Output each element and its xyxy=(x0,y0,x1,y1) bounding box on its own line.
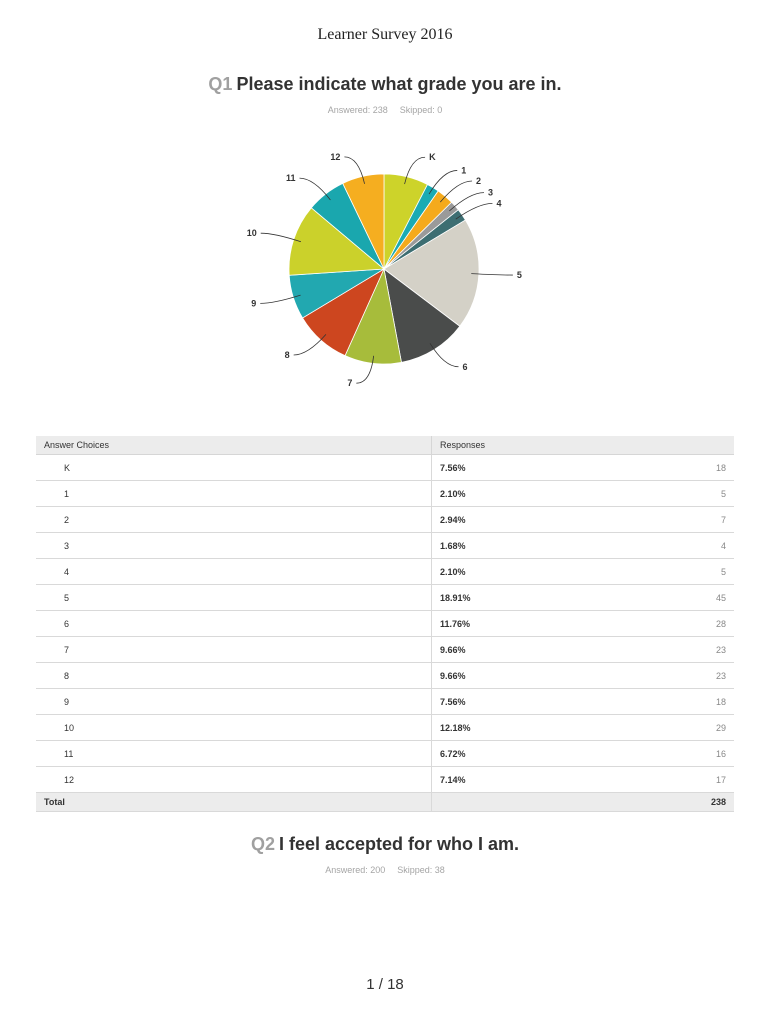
response-cell xyxy=(432,455,735,481)
page-number: 1 / 18 xyxy=(366,976,404,993)
response-count: 16 xyxy=(715,748,726,759)
answer-choice: 12 xyxy=(36,767,432,793)
pie-label-2: 2 xyxy=(476,176,482,187)
response-percent: 12.18% xyxy=(440,722,471,733)
table-row xyxy=(36,637,734,663)
table-row xyxy=(36,507,734,533)
answer-choice: 9 xyxy=(36,689,432,715)
answer-choice: 8 xyxy=(36,663,432,689)
pie-label-6: 6 xyxy=(462,361,468,372)
response-count: 18 xyxy=(715,462,726,473)
response-count: 28 xyxy=(715,618,726,629)
response-count: 23 xyxy=(715,644,726,655)
response-percent: 9.66% xyxy=(440,670,466,681)
total-value: 238 xyxy=(432,793,735,812)
answer-choice: 4 xyxy=(36,559,432,585)
document-header: Learner Survey 2016 xyxy=(317,26,453,43)
grade-pie-chart xyxy=(0,120,770,405)
responses-table xyxy=(36,436,734,812)
response-count: 5 xyxy=(720,488,726,499)
response-count: 7 xyxy=(720,514,726,525)
pie-label-12: 12 xyxy=(330,151,341,162)
q2-answered: Answered: 200 xyxy=(325,865,386,875)
pie-label-K: K xyxy=(429,152,436,163)
answer-choices-header: Answer Choices xyxy=(36,436,432,455)
answer-choice: 1 xyxy=(36,481,432,507)
q2-skipped: Skipped: 38 xyxy=(397,865,445,875)
pie-label-4: 4 xyxy=(496,198,502,209)
q2-title xyxy=(0,834,770,855)
response-percent: 18.91% xyxy=(440,592,471,603)
table-row xyxy=(36,767,734,793)
q1-stats xyxy=(0,105,770,115)
response-percent: 2.94% xyxy=(440,514,466,525)
answer-choice: 10 xyxy=(36,715,432,741)
response-cell xyxy=(432,637,735,663)
table-row xyxy=(36,481,734,507)
table-row xyxy=(36,585,734,611)
table-row xyxy=(36,715,734,741)
table-row xyxy=(36,611,734,637)
response-percent: 7.56% xyxy=(440,696,466,707)
response-count: 18 xyxy=(715,696,726,707)
q1-skipped: Skipped: 0 xyxy=(399,105,443,115)
response-cell xyxy=(432,585,735,611)
total-label: Total xyxy=(36,793,432,812)
answer-choice: 5 xyxy=(36,585,432,611)
q2-stats xyxy=(0,865,770,875)
table-header-row xyxy=(36,436,734,455)
response-count: 17 xyxy=(715,774,726,785)
table-row xyxy=(36,663,734,689)
response-percent: 2.10% xyxy=(440,488,466,499)
response-percent: 7.14% xyxy=(440,774,466,785)
table-row xyxy=(36,559,734,585)
response-percent: 2.10% xyxy=(440,566,466,577)
response-count: 5 xyxy=(720,566,726,577)
response-percent: 9.66% xyxy=(440,644,466,655)
pie-label-7: 7 xyxy=(347,378,353,389)
response-count: 23 xyxy=(715,670,726,681)
table-row xyxy=(36,741,734,767)
response-count: 29 xyxy=(715,722,726,733)
q2-number: Q2 xyxy=(250,834,275,854)
pie-label-11: 11 xyxy=(285,173,296,184)
pie-label-10: 10 xyxy=(246,228,257,239)
response-cell xyxy=(432,481,735,507)
pie-label-3: 3 xyxy=(488,187,494,198)
answer-choice: 7 xyxy=(36,637,432,663)
answer-choice: 2 xyxy=(36,507,432,533)
table-row xyxy=(36,455,734,481)
table-body xyxy=(36,455,734,793)
q1-answered: Answered: 238 xyxy=(327,105,388,115)
table-row xyxy=(36,533,734,559)
pie-label-9: 9 xyxy=(251,298,257,309)
response-cell xyxy=(432,689,735,715)
response-cell xyxy=(432,741,735,767)
response-cell xyxy=(432,767,735,793)
response-percent: 7.56% xyxy=(440,462,466,473)
total-row xyxy=(36,793,734,812)
q2-text: I feel accepted for who I am. xyxy=(278,834,520,854)
pie-label-5: 5 xyxy=(516,270,522,281)
response-percent: 11.76% xyxy=(440,618,471,629)
table-row xyxy=(36,689,734,715)
response-cell xyxy=(432,559,735,585)
response-cell xyxy=(432,663,735,689)
response-cell xyxy=(432,533,735,559)
pie-label-8: 8 xyxy=(284,350,290,361)
response-cell xyxy=(432,507,735,533)
q1-title xyxy=(0,74,770,95)
answer-choice: K xyxy=(36,455,432,481)
pie-label-1: 1 xyxy=(461,165,467,176)
q1-number: Q1 xyxy=(208,74,233,94)
responses-header: Responses xyxy=(432,436,735,455)
response-cell xyxy=(432,611,735,637)
q1-text: Please indicate what grade you are in. xyxy=(236,74,562,94)
answer-choice: 11 xyxy=(36,741,432,767)
response-percent: 1.68% xyxy=(440,540,466,551)
response-count: 45 xyxy=(715,592,726,603)
response-percent: 6.72% xyxy=(440,748,466,759)
response-count: 4 xyxy=(720,540,726,551)
response-cell xyxy=(432,715,735,741)
answer-choice: 6 xyxy=(36,611,432,637)
answer-choice: 3 xyxy=(36,533,432,559)
